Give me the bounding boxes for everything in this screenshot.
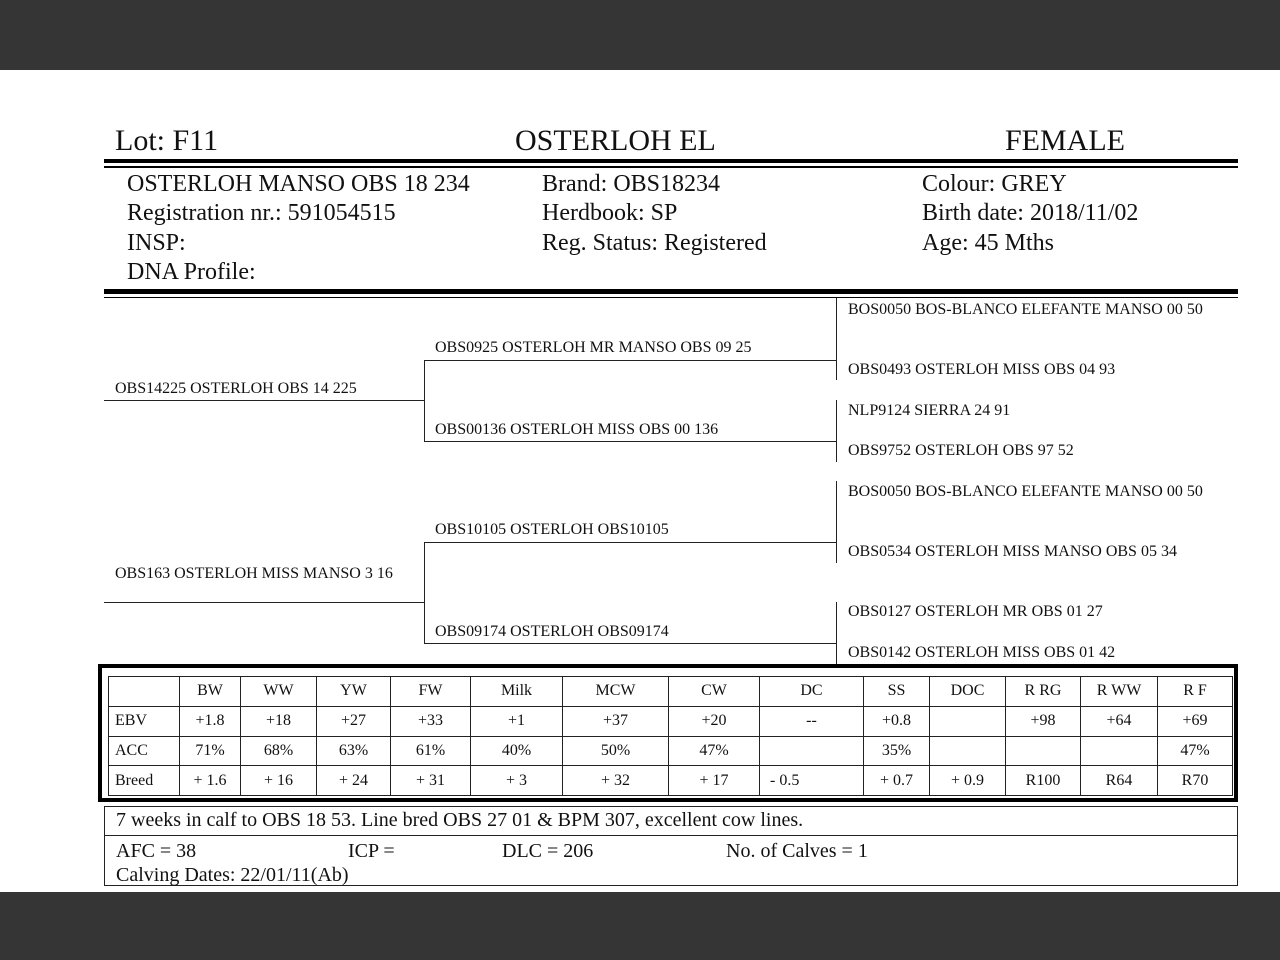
table-cell: + 0.7 <box>864 766 930 796</box>
column-header: R F <box>1158 677 1233 707</box>
table-cell: 35% <box>864 736 930 766</box>
pedigree-gg-7: OBS0127 OSTERLOH MR OBS 01 27 <box>848 603 1103 620</box>
table-cell: + 16 <box>241 766 317 796</box>
table-cell: +98 <box>1006 706 1081 736</box>
herd-name: OSTERLOH EL <box>515 124 716 157</box>
table-cell: 40% <box>471 736 563 766</box>
column-header: R WW <box>1081 677 1158 707</box>
icp: ICP = <box>348 840 395 862</box>
table-cell: R70 <box>1158 766 1233 796</box>
table-cell: - 0.5 <box>760 766 864 796</box>
table-cell: + 17 <box>669 766 760 796</box>
row-label: ACC <box>109 736 180 766</box>
table-cell: 47% <box>669 736 760 766</box>
ebv-table <box>108 676 1233 796</box>
column-header: FW <box>391 677 471 707</box>
column-header <box>109 677 180 707</box>
table-cell: + 0.9 <box>930 766 1006 796</box>
top-dark-band <box>0 0 1280 70</box>
table-cell: R100 <box>1006 766 1081 796</box>
lot-number: Lot: F11 <box>115 124 219 157</box>
table-cell: 63% <box>317 736 391 766</box>
table-cell: +64 <box>1081 706 1158 736</box>
pedigree-dam: OBS163 OSTERLOH MISS MANSO 3 16 <box>115 565 393 582</box>
table-cell: + 32 <box>563 766 669 796</box>
age: Age: 45 Mths <box>922 230 1054 256</box>
table-cell <box>1081 736 1158 766</box>
pedigree-dam-dam: OBS09174 OSTERLOH OBS09174 <box>435 623 669 640</box>
pedigree-sire: OBS14225 OSTERLOH OBS 14 225 <box>115 380 357 397</box>
pedigree-sire-sire: OBS0925 OSTERLOH MR MANSO OBS 09 25 <box>435 339 752 356</box>
afc: AFC = 38 <box>116 840 197 862</box>
animal-name: OSTERLOH MANSO OBS 18 234 <box>127 171 470 197</box>
table-cell: + 1.6 <box>180 766 241 796</box>
table-cell: 61% <box>391 736 471 766</box>
table-cell: 71% <box>180 736 241 766</box>
column-header: WW <box>241 677 317 707</box>
pedigree-gg-4: OBS9752 OSTERLOH OBS 97 52 <box>848 442 1074 459</box>
birth-date: Birth date: 2018/11/02 <box>922 200 1139 226</box>
table-row <box>109 766 1233 796</box>
brand: Brand: OBS18234 <box>542 171 721 197</box>
table-cell: +69 <box>1158 706 1233 736</box>
herdbook: Herdbook: SP <box>542 200 678 226</box>
dna-profile: DNA Profile: <box>127 259 256 285</box>
table-row <box>109 736 1233 766</box>
registration-number: Registration nr.: 591054515 <box>127 200 396 226</box>
info-rule-thin <box>104 297 1238 298</box>
remarks-comment: 7 weeks in calf to OBS 18 53. Line bred OBS 27 01 & BPM 307, excellent cow lines. <box>116 809 804 831</box>
column-header: SS <box>864 677 930 707</box>
table-cell: +27 <box>317 706 391 736</box>
bottom-dark-band <box>0 892 1280 960</box>
pedigree-gg-2: OBS0493 OSTERLOH MISS OBS 04 93 <box>848 361 1116 378</box>
table-cell: +1 <box>471 706 563 736</box>
column-header: CW <box>669 677 760 707</box>
info-rule-thick <box>104 289 1238 294</box>
dlc: DLC = 206 <box>502 840 594 862</box>
reg-status: Reg. Status: Registered <box>542 230 767 256</box>
table-cell: + 24 <box>317 766 391 796</box>
pedigree-gg-5: BOS0050 BOS-BLANCO ELEFANTE MANSO 00 50 <box>848 483 1203 500</box>
table-cell: +33 <box>391 706 471 736</box>
table-cell <box>930 706 1006 736</box>
table-cell: 47% <box>1158 736 1233 766</box>
table-cell: +0.8 <box>864 706 930 736</box>
column-header: BW <box>180 677 241 707</box>
column-header: Milk <box>471 677 563 707</box>
column-header: DC <box>760 677 864 707</box>
table-cell: +18 <box>241 706 317 736</box>
header-rule-thick <box>104 159 1238 163</box>
table-cell: -- <box>760 706 864 736</box>
pedigree-gg-1: BOS0050 BOS-BLANCO ELEFANTE MANSO 00 50 <box>848 301 1203 318</box>
table-cell: +1.8 <box>180 706 241 736</box>
row-label: Breed <box>109 766 180 796</box>
sex-label: FEMALE <box>1005 124 1125 157</box>
column-header: DOC <box>930 677 1006 707</box>
remarks-box <box>104 806 1238 886</box>
row-label: EBV <box>109 706 180 736</box>
table-row <box>109 706 1233 736</box>
table-cell <box>760 736 864 766</box>
pedigree-dam-sire: OBS10105 OSTERLOH OBS10105 <box>435 521 669 538</box>
table-cell: R64 <box>1081 766 1158 796</box>
insp-field: INSP: <box>127 230 186 256</box>
table-cell: + 31 <box>391 766 471 796</box>
column-header: MCW <box>563 677 669 707</box>
table-cell: +37 <box>563 706 669 736</box>
table-cell: 50% <box>563 736 669 766</box>
table-cell: +20 <box>669 706 760 736</box>
ebv-header-row <box>109 677 1233 707</box>
pedigree-sire-dam: OBS00136 OSTERLOH MISS OBS 00 136 <box>435 421 719 438</box>
number-of-calves: No. of Calves = 1 <box>726 840 868 862</box>
column-header: R RG <box>1006 677 1081 707</box>
pedigree-gg-3: NLP9124 SIERRA 24 91 <box>848 402 1011 419</box>
colour: Colour: GREY <box>922 171 1067 197</box>
pedigree-gg-6: OBS0534 OSTERLOH MISS MANSO OBS 05 34 <box>848 543 1177 560</box>
table-cell: + 3 <box>471 766 563 796</box>
table-cell <box>930 736 1006 766</box>
table-cell: 68% <box>241 736 317 766</box>
column-header: YW <box>317 677 391 707</box>
table-cell <box>1006 736 1081 766</box>
calving-dates: Calving Dates: 22/01/11(Ab) <box>116 864 349 886</box>
header-rule-thin <box>104 166 1238 168</box>
pedigree-gg-8: OBS0142 OSTERLOH MISS OBS 01 42 <box>848 644 1116 661</box>
